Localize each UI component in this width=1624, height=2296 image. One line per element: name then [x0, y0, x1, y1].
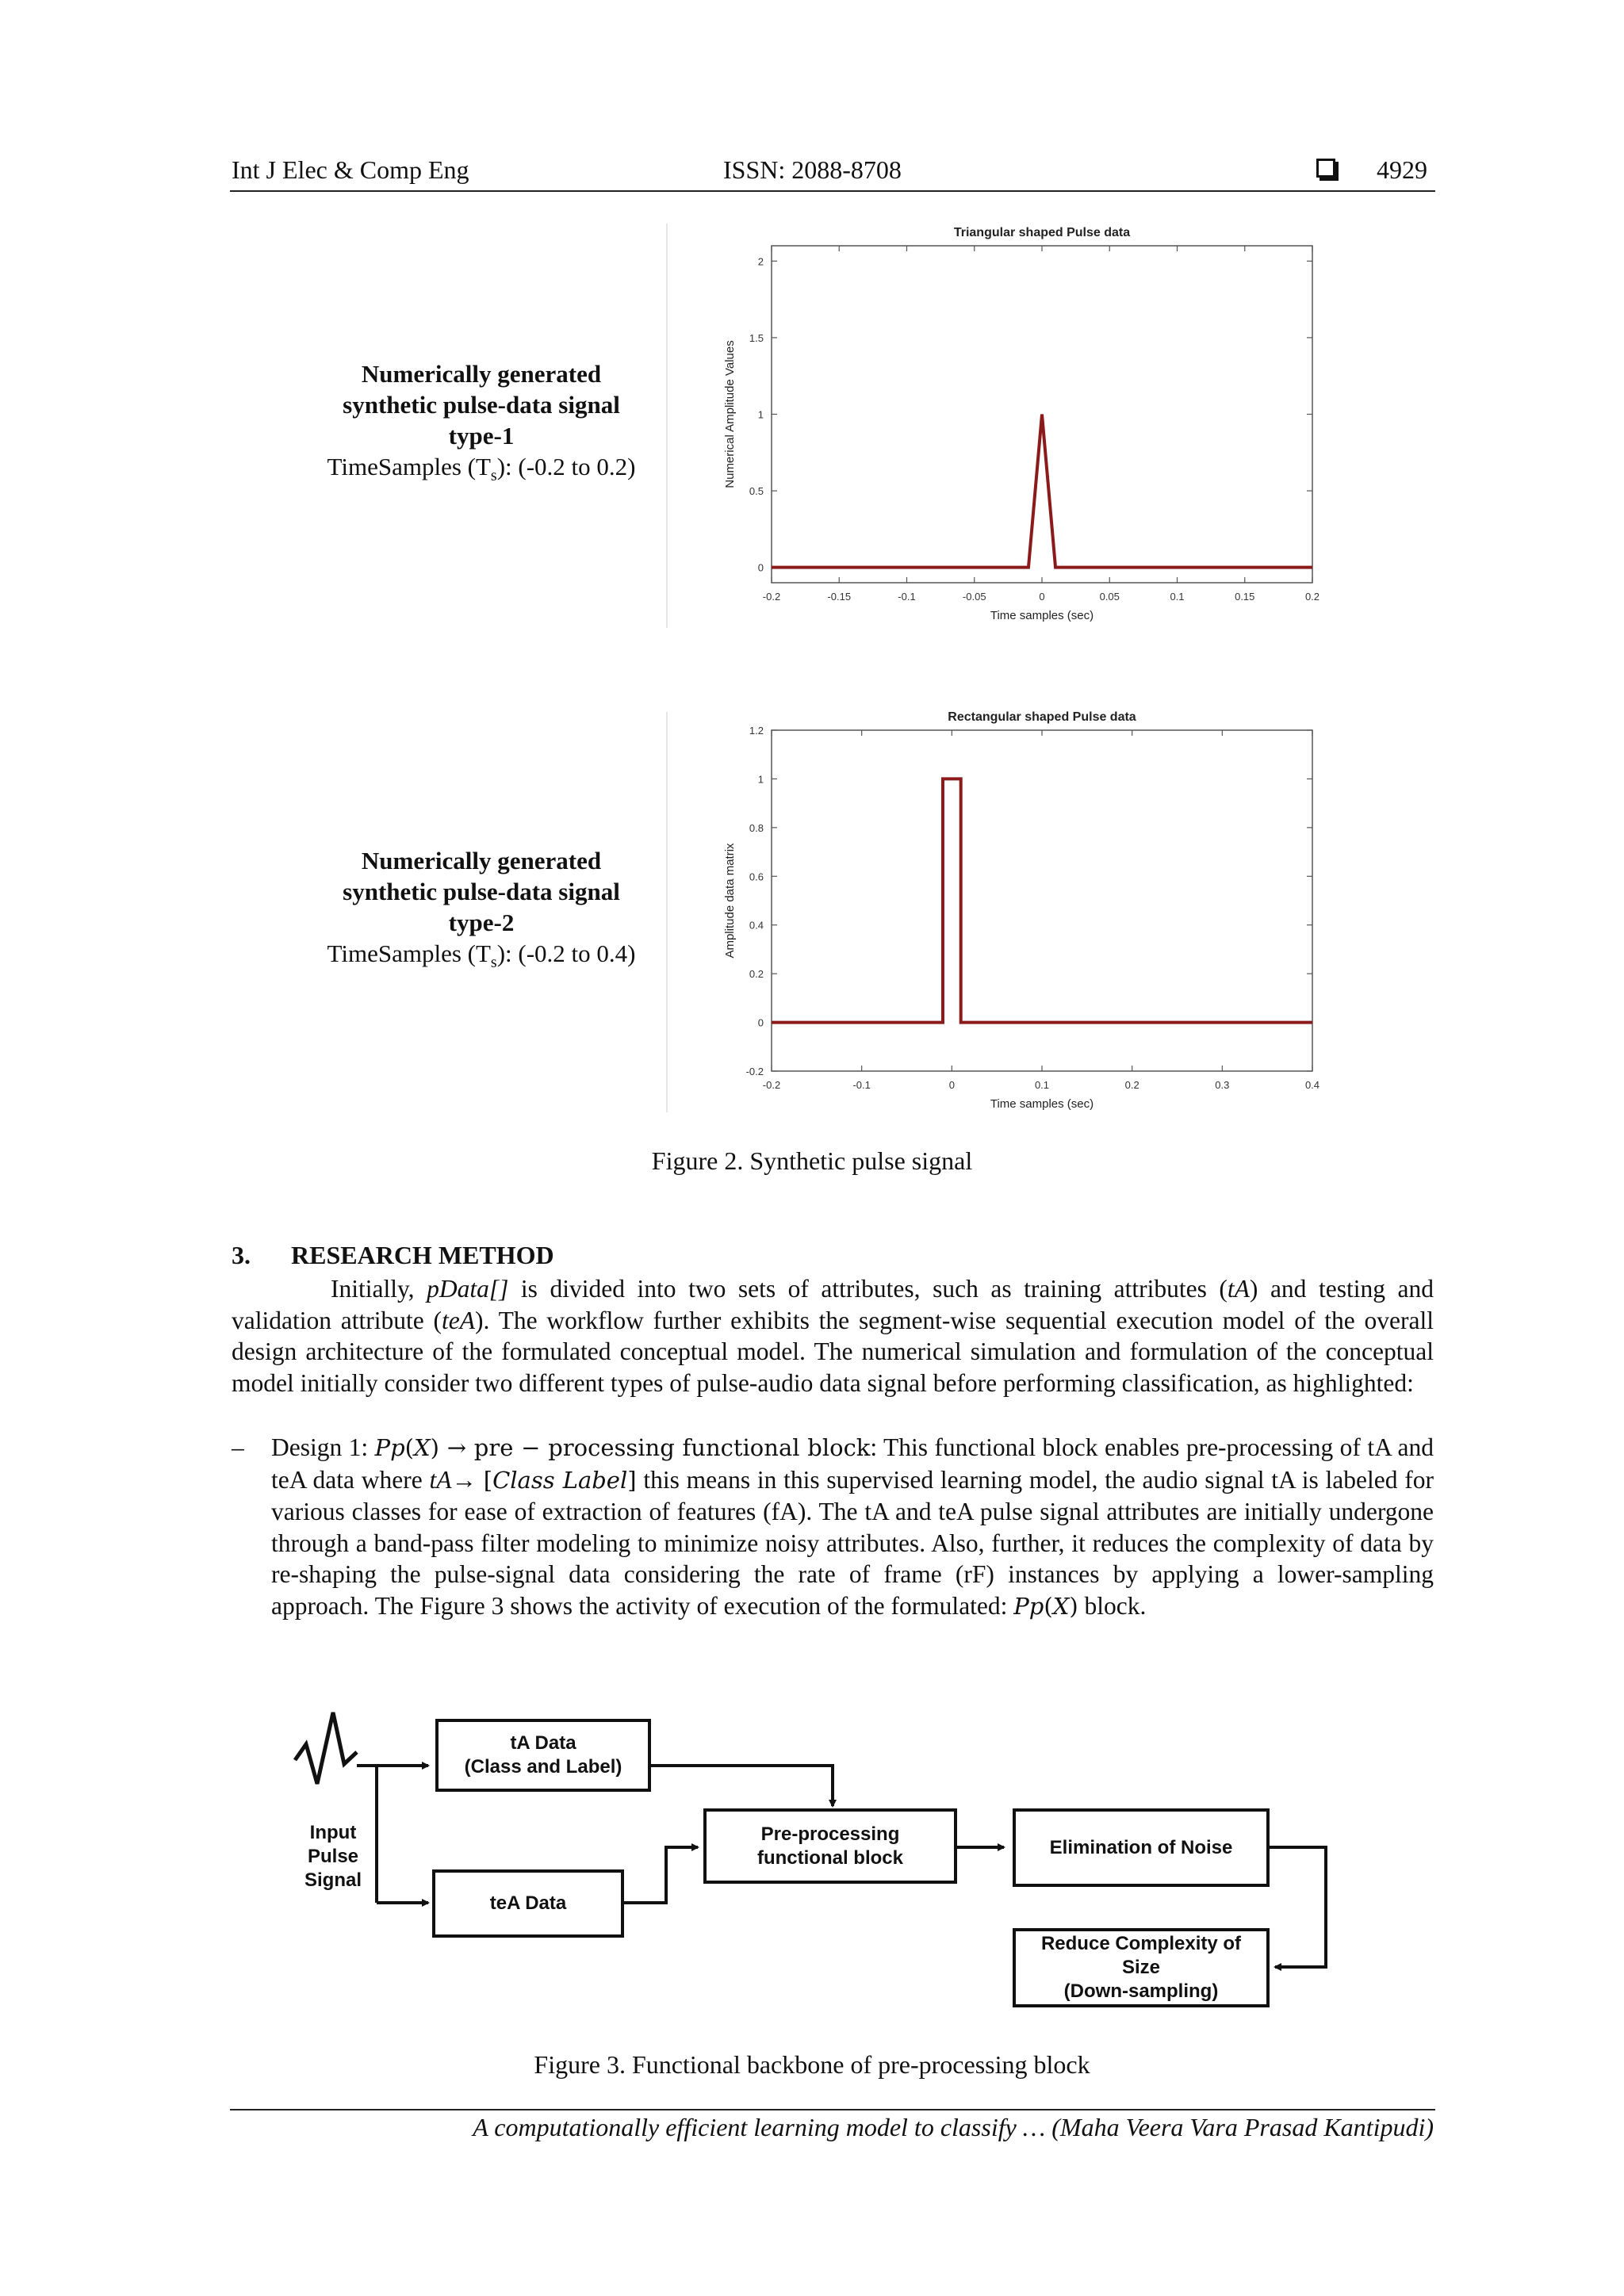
journal-name: Int J Elec & Comp Eng [232, 155, 469, 184]
elimination-of-noise-box: Elimination of Noise [1013, 1808, 1270, 1887]
x-axis-label: Time samples (sec) [990, 1097, 1094, 1111]
pre-processing-box: Pre-processing functional block [703, 1808, 957, 1884]
tea-data-box: teA Data [432, 1869, 624, 1938]
caption-line: synthetic pulse-data signal [343, 391, 620, 419]
y-axis-label: Amplitude data matrix [723, 843, 737, 959]
x-tick-label: 0 [1039, 591, 1045, 603]
footer-citation: A computationally efficient learning model to classify … (Maha Veera Vara Prasad Kantipudi) [473, 2113, 1434, 2141]
caption-line: Numerically generated [361, 847, 602, 874]
input-pulse-signal-label: Input Pulse Signal [304, 1822, 362, 1891]
x-tick-label: 0.3 [1215, 1079, 1230, 1091]
x-tick-label: 0.1 [1034, 1079, 1050, 1091]
caption-line: type-1 [448, 422, 515, 450]
caption-line: synthetic pulse-data signal [343, 878, 620, 905]
pulse-series-line [772, 779, 1312, 1022]
x-tick-label: 0.4 [1304, 1079, 1320, 1091]
x-tick-label: 0.1 [1170, 591, 1185, 603]
y-axis-label: Numerical Amplitude Values [723, 340, 737, 488]
plot-frame [772, 730, 1312, 1071]
bullet-design-1 [232, 1432, 1434, 1622]
triangular-pulse-chart [718, 214, 1336, 634]
bullet-dash: – [232, 1433, 244, 1461]
y-tick-label: 1 [757, 408, 764, 421]
chart-title: Rectangular shaped Pulse data [948, 710, 1136, 724]
x-tick-label: -0.2 [762, 1079, 781, 1091]
y-tick-label: 0.5 [749, 485, 764, 498]
x-tick-label: 0.2 [1304, 591, 1320, 603]
section-paragraph [232, 1273, 1434, 1399]
section-title: RESEARCH METHOD [291, 1241, 554, 1269]
y-tick-label: 0.4 [749, 919, 764, 932]
y-tick-label: 0.6 [749, 871, 764, 883]
header-rule [230, 190, 1435, 192]
y-tick-label: 1.5 [749, 331, 764, 344]
pulse-signal-icon [295, 1712, 357, 1784]
signal-caption-type-2 [323, 845, 640, 978]
x-tick-label: 0.05 [1099, 591, 1120, 603]
x-tick-label: -0.1 [852, 1079, 871, 1091]
x-axis-label: Time samples (sec) [990, 609, 1094, 622]
y-tick-label: 0.8 [749, 821, 764, 834]
section-number: 3. [232, 1241, 251, 1269]
x-tick-label: -0.15 [827, 591, 852, 603]
arrow-noise-to-reduce [1266, 1847, 1326, 1967]
chart-title: Triangular shaped Pulse data [953, 226, 1131, 239]
y-tick-label: 2 [757, 255, 764, 268]
figure-3-caption: Figure 3. Functional backbone of pre-processing block [534, 2050, 1090, 2079]
signal-caption-type-1 [323, 358, 640, 492]
ta-data-box: tA Data (Class and Label) [435, 1719, 651, 1792]
bullet-text: Design 1: Pp(X) → pre − processing functional block: This functional block enables pre-processing of tA and teA data where tA→ [Class Label] this means in this supervised learning model, the audio signal tA is labeled for various classes for ease of extraction of features (fA). The tA and teA pulse signal attributes are initially undergone through a band-pass filter modeling to minimize noisy attributes. Also, further, it reduces the complexity of data by re-shaping the pulse-signal data considering the rate of frame (rF) instances by applying a lower-sampling approach. The Figure 3 shows the activity of execution of the formulated: Pp(X) block. [271, 1433, 1434, 1620]
y-tick-label: 0 [757, 1016, 764, 1029]
panel-divider [666, 224, 668, 628]
y-tick-label: 0 [757, 561, 764, 574]
x-tick-label: 0.15 [1235, 591, 1255, 603]
caption-line: Numerically generated [361, 360, 602, 388]
checkbox-square-icon [1316, 159, 1335, 178]
reduce-complexity-box: Reduce Complexity of Size (Down-sampling) [1013, 1928, 1270, 2007]
y-tick-label: 0.2 [749, 968, 764, 981]
y-tick-label: 1 [757, 773, 764, 786]
rectangular-pulse-chart [718, 704, 1336, 1116]
issn: ISSN: 2088-8708 [723, 155, 902, 184]
x-tick-label: -0.05 [962, 591, 986, 603]
x-tick-label: 0 [948, 1079, 955, 1091]
arrow-ta-to-pre [650, 1766, 833, 1806]
caption-timesamples: TimeSamples $(T_s)$: (-0.2 to 0.2) [327, 453, 636, 485]
footer-rule [230, 2109, 1435, 2110]
x-tick-label: 0.2 [1124, 1079, 1139, 1091]
pulse-series-line [772, 415, 1312, 568]
x-tick-label: -0.1 [898, 591, 916, 603]
arrow-tea-to-pre [622, 1847, 698, 1903]
figure-2-caption: Figure 2. Synthetic pulse signal [651, 1146, 973, 1175]
x-tick-label: -0.2 [762, 591, 781, 603]
caption-timesamples: TimeSamples $(T_s)$: (-0.2 to 0.4) [327, 939, 636, 972]
page-number: 4929 [1377, 155, 1427, 184]
paragraph-text: Initially, pData[] is divided into two sets of attributes, such as training attributes (tA) and testing and validation attribute (teA). The workflow further exhibits the segment-wise sequential execution model of the overall design architecture of the formulated conceptual model. The numerical simulation and formulation of the conceptual model initially consider two different types of pulse-audio data signal before performing classification, as highlighted: [232, 1275, 1434, 1397]
caption-line: type-2 [448, 909, 515, 936]
y-tick-label: 1.2 [749, 725, 764, 737]
panel-divider [666, 712, 668, 1112]
section-heading [232, 1241, 554, 1270]
y-tick-label: -0.2 [745, 1066, 764, 1077]
